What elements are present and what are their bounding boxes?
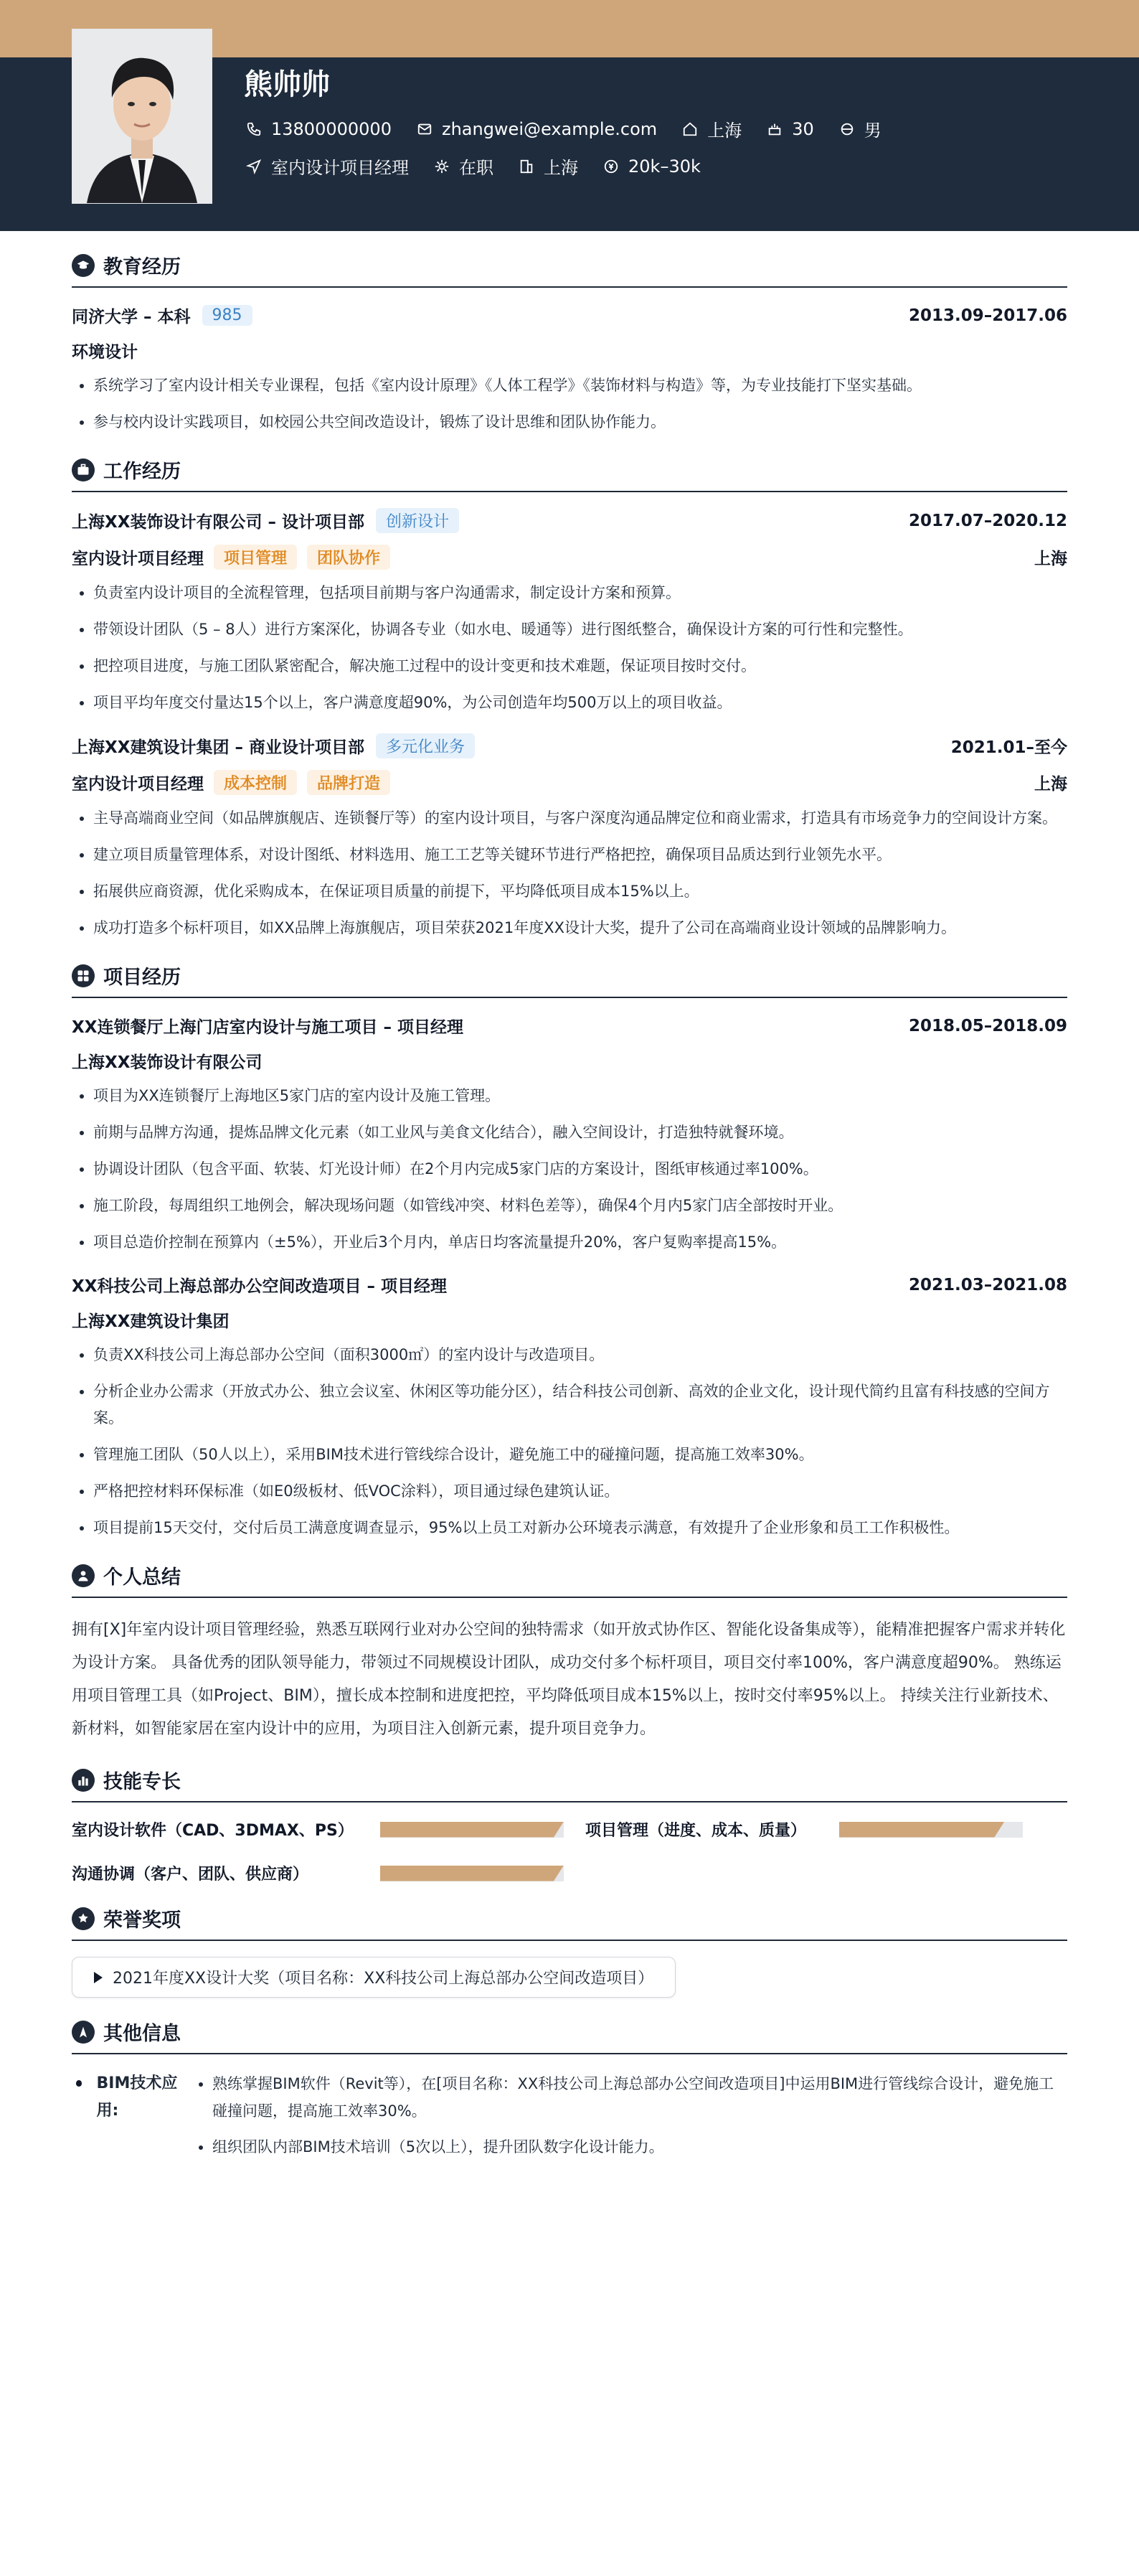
- section-title: 个人总结: [103, 1566, 181, 1589]
- list-item: • 项目平均年度交付量达15个以上，客户满意度超90%，为公司创造年均500万以上的项目收益。: [93, 690, 1067, 716]
- summary-text: 拥有[X]年室内设计项目管理经验，熟悉互联网行业对办公空间的独特需求（如开放式协作区、智能化设备集成等），能精准把握客户需求并转化为设计方案。 具备优秀的团队领导能力，带领过不同规模设计团队，成功交付多个标杆项目，项目交付率100%，客户满意度超90%。 熟练运用项目管理工具（如Project、BIM），擅长成本控制和进度把控，平均降低项目成本15%以上，按时交付率95%以上。 持续关注行业新技术、新材料，如智能家居在室内设计中的应用，为项目注入创新元素，提升项目竞争力。: [72, 1621, 1066, 1738]
- major: 环境设计: [72, 343, 138, 362]
- list-item: • 分析企业办公需求（开放式办公、独立会议室、休闲区等功能分区），结合科技公司创新、高效的企业文化，设计现代简约且富有科技感的空间方案。: [93, 1378, 1067, 1432]
- skill-bar: [839, 1822, 1023, 1838]
- list-item: • 严格把控材料环保标准（如E0级板材、低VOC涂料），项目通过绿色建筑认证。: [93, 1478, 1067, 1505]
- list-item: • 负责室内设计项目的全流程管理，包括项目前期与客户沟通需求，制定设计方案和预算。: [93, 580, 1067, 606]
- work-entry: [72, 733, 1067, 941]
- work-section: [72, 456, 1067, 941]
- company-name: 上海XX装饰设计有限公司 – 设计项目部: [72, 513, 364, 532]
- work-city: 上海: [1034, 550, 1067, 568]
- skill-tag: 项目管理: [214, 545, 297, 570]
- position-title: 室内设计项目经理: [72, 775, 204, 794]
- section-header: [72, 1766, 1067, 1802]
- target-city-text: 上海: [544, 158, 578, 178]
- list-item: • 熟练掌握BIM软件（Revit等），在[项目名称：XX科技公司上海总部办公空间改造项目]中运用BIM进行管线综合设计，避免施工碰撞问题，提高施工效率30%。: [212, 2070, 1067, 2125]
- list-item: • 成功打造多个标杆项目，如XX品牌上海旗舰店，项目荣获2021年度XX设计大奖，提升了公司在高端商业设计领域的品牌影响力。: [93, 915, 1067, 941]
- section-header: [72, 962, 1067, 998]
- list-item: • 系统学习了室内设计相关专业课程，包括《室内设计原理》《人体工程学》《装饰材料与构造》等，为专业技能打下坚实基础。: [93, 372, 1067, 399]
- resume-header: [0, 57, 1139, 231]
- target-city-item: [516, 154, 578, 179]
- skill-tag: 品牌打造: [307, 770, 390, 795]
- position-title: 室内设计项目经理: [72, 550, 204, 568]
- skill-bar-fill: [839, 1822, 1004, 1838]
- gear-icon: [432, 156, 452, 177]
- skill-item: [72, 1862, 564, 1884]
- status-item: [432, 154, 493, 179]
- list-item: • 施工阶段，每周组织工地例会，解决现场问题（如管线冲突、材料色差等），确保4个月内5家门店全部按时开业。: [93, 1193, 1067, 1219]
- money-icon: [601, 156, 621, 177]
- list-item: • 把控项目进度，与施工团队紧密配合，解决施工过程中的设计变更和技术难题，保证项目按时交付。: [93, 653, 1067, 680]
- gender-icon: [837, 119, 857, 139]
- other-section: [72, 2018, 1067, 2169]
- section-header: [72, 251, 1067, 288]
- award-item[interactable]: [72, 1957, 676, 1998]
- work-city: 上海: [1034, 775, 1067, 794]
- work-date: 2017.07–2020.12: [908, 511, 1067, 530]
- list-item: • 组织团队内部BIM技术培训（5次以上），提升团队数字化设计能力。: [212, 2133, 1067, 2161]
- section-title: 工作经历: [103, 461, 181, 483]
- age-text: 30: [792, 118, 814, 139]
- contact-row: [244, 116, 904, 141]
- project-name: XX连锁餐厅上海门店室内设计与施工项目 – 项目经理: [72, 1018, 463, 1037]
- company-tag: 多元化业务: [376, 733, 475, 758]
- skill-name: 沟通协调（客户、团队、供应商）: [72, 1866, 309, 1884]
- candidate-name: 熊帅帅: [244, 68, 330, 101]
- list-item: • 建立项目质量管理体系，对设计图纸、材料选用、施工工艺等关键环节进行严格把控，确保项目品质达到行业领先水平。: [93, 842, 1067, 868]
- section-title: 其他信息: [103, 2023, 181, 2045]
- awards-section: [72, 1904, 1067, 1998]
- avatar-portrait-icon: [72, 29, 212, 203]
- skill-tag: 成本控制: [214, 770, 297, 795]
- email-item: [415, 119, 657, 139]
- education-date: 2013.09–2017.06: [908, 306, 1067, 325]
- award-icon: [72, 1907, 95, 1930]
- award-text: 2021年度XX设计大奖（项目名称：XX科技公司上海总部办公空间改造项目）: [113, 1970, 654, 1988]
- cake-icon: [765, 119, 785, 139]
- user-icon: [72, 1564, 95, 1587]
- section-header: [72, 456, 1067, 492]
- school-name: 同济大学 – 本科: [72, 308, 191, 326]
- project-entry: [72, 1014, 1067, 1256]
- section-title: 荣誉奖项: [103, 1909, 181, 1932]
- skill-tag: 团队协作: [307, 545, 390, 570]
- work-entry: [72, 508, 1067, 716]
- graduation-cap-icon: [72, 254, 95, 277]
- work-date: 2021.01–至今: [950, 738, 1067, 757]
- salary-text: 20k–30k: [628, 156, 701, 177]
- email-text: zhangwei@example.com: [441, 118, 658, 139]
- building-icon: [516, 156, 537, 177]
- list-item: • 项目为XX连锁餐厅上海地区5家门店的室内设计及施工管理。: [93, 1083, 1067, 1109]
- company-name: 上海XX建筑设计集团 – 商业设计项目部: [72, 738, 364, 757]
- salary-item: [601, 156, 701, 177]
- target-job-text: 室内设计项目经理: [271, 158, 409, 178]
- skill-name: 项目管理（进度、成本、质量）: [585, 1822, 807, 1840]
- target-job-item: [244, 154, 409, 179]
- age-item: [765, 119, 814, 139]
- project-date: 2018.05–2018.09: [908, 1016, 1067, 1035]
- list-item: • 管理施工团队（50人以上），采用BIM技术进行管线综合设计，避免施工中的碰撞问题，提高施工效率30%。: [93, 1442, 1067, 1468]
- project-name: XX科技公司上海总部办公空间改造项目 – 项目经理: [72, 1277, 447, 1296]
- skill-bar: [380, 1866, 564, 1881]
- phone-icon: [244, 119, 264, 139]
- summary-section: [72, 1561, 1067, 1746]
- section-header: [72, 1904, 1067, 1941]
- education-entry: [72, 304, 1067, 436]
- company-tag: 创新设计: [376, 508, 459, 533]
- skill-bar-fill: [380, 1822, 564, 1838]
- section-title: 项目经历: [103, 967, 181, 989]
- location-text: 上海: [707, 121, 742, 141]
- skill-item: [585, 1818, 1067, 1841]
- projects-section: [72, 962, 1067, 1541]
- profile-photo: [72, 29, 212, 204]
- project-org: 上海XX装饰设计有限公司: [72, 1053, 263, 1072]
- phone-item: [244, 119, 392, 139]
- location-item: [680, 116, 742, 141]
- compass-icon: [72, 2021, 95, 2044]
- skills-section: [72, 1766, 1067, 1884]
- skill-bar: [380, 1822, 564, 1838]
- section-header: [72, 2018, 1067, 2054]
- skill-bar-fill: [380, 1866, 564, 1881]
- list-item: • 拓展供应商资源，优化采购成本，在保证项目质量的前提下，平均降低项目成本15%以上。: [93, 878, 1067, 905]
- gender-item: [837, 116, 882, 141]
- section-title: 技能专长: [103, 1771, 181, 1793]
- skill-item: [72, 1818, 564, 1841]
- status-text: 在职: [459, 158, 493, 178]
- list-item: • 参与校内设计实践项目，如校园公共空间改造设计，锻炼了设计思维和团队协作能力。: [93, 409, 1067, 436]
- job-intent-row: [244, 154, 724, 179]
- skill-name: 室内设计软件（CAD、3DMAX、PS）: [72, 1822, 354, 1840]
- list-item: • 项目总造价控制在预算内（±5%），开业后3个月内，单店日均客流量提升20%，客户复购率提高15%。: [93, 1229, 1067, 1256]
- section-header: [72, 1561, 1067, 1598]
- list-item: • 带领设计团队（5 – 8人）进行方案深化，协调各专业（如水电、暖通等）进行图纸整合，确保设计方案的可行性和完整性。: [93, 616, 1067, 643]
- bullet-dot-icon: [76, 2080, 82, 2087]
- home-icon: [680, 119, 700, 139]
- gender-text: 男: [864, 121, 882, 141]
- project-entry: [72, 1273, 1067, 1541]
- triangle-right-icon: [94, 1972, 103, 1983]
- section-title: 教育经历: [103, 256, 181, 278]
- list-item: • 前期与品牌方沟通，提炼品牌文化元素（如工业风与美食文化结合），融入空间设计，打造独特就餐环境。: [93, 1119, 1067, 1146]
- mail-icon: [415, 119, 435, 139]
- phone-text: 13800000000: [271, 118, 392, 139]
- education-section: [72, 251, 1067, 436]
- other-info: [72, 2070, 1067, 2169]
- grid-icon: [72, 964, 95, 987]
- list-item: • 项目提前15天交付，交付后员工满意度调查显示，95%以上员工对新办公环境表示满意，有效提升了企业形象和员工工作积极性。: [93, 1515, 1067, 1541]
- bar-chart-icon: [72, 1769, 95, 1792]
- project-org: 上海XX建筑设计集团: [72, 1312, 230, 1331]
- school-tag: 985: [202, 305, 252, 326]
- send-icon: [244, 156, 264, 177]
- resume-body: [72, 231, 1067, 2169]
- project-date: 2021.03–2021.08: [908, 1275, 1067, 1294]
- briefcase-icon: [72, 459, 95, 481]
- other-label: BIM技术应用:: [96, 2074, 178, 2120]
- list-item: • 负责XX科技公司上海总部办公空间（面积3000㎡）的室内设计与改造项目。: [93, 1342, 1067, 1368]
- list-item: • 协调设计团队（包含平面、软装、灯光设计师）在2个月内完成5家门店的方案设计，图纸审核通过率100%。: [93, 1156, 1067, 1183]
- list-item: • 主导高端商业空间（如品牌旗舰店、连锁餐厅等）的室内设计项目，与客户深度沟通品牌定位和商业需求，打造具有市场竞争力的空间设计方案。: [93, 805, 1067, 832]
